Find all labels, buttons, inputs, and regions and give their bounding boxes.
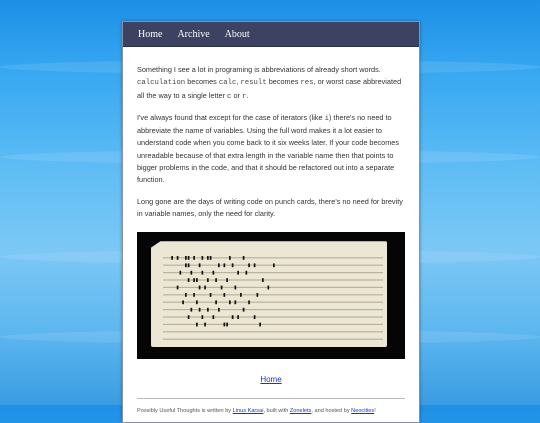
text: ,	[236, 77, 241, 87]
punched-hole	[226, 278, 228, 282]
punched-hole	[202, 315, 204, 319]
inline-code: calc	[218, 79, 237, 88]
punched-hole	[229, 301, 231, 305]
punched-hole	[237, 315, 239, 319]
punched-hole	[243, 256, 245, 260]
nav-home-link[interactable]: Home	[138, 28, 163, 40]
punched-hole	[254, 264, 256, 268]
paragraph-1	[137, 64, 405, 103]
home-link-container	[137, 374, 405, 386]
punched-hole	[262, 278, 264, 282]
punched-hole	[177, 256, 179, 260]
punched-hole	[213, 271, 215, 275]
punched-hole	[243, 308, 245, 312]
punched-hole	[213, 315, 215, 319]
punched-hole	[188, 278, 190, 282]
punch-card-image	[137, 232, 405, 359]
punched-hole	[180, 271, 182, 275]
punched-hole	[218, 264, 220, 268]
inline-code: calculation	[137, 79, 186, 88]
punched-hole	[215, 278, 217, 282]
punched-hole	[224, 293, 226, 297]
punched-hole	[210, 293, 212, 297]
punched-hole	[193, 256, 195, 260]
text: ) there's no need to abbreviate the name of variables. Using the full word makes it a lot easier to understand code when you come back to it six weeks later. If your code becomes unreadable because of that extra length in the variable name then that points to bigger problems in the code, and that it should be refactored out into a separate function.	[137, 112, 400, 185]
card-digit-row	[163, 331, 383, 332]
punched-hole	[248, 264, 250, 268]
host-link[interactable]: Neocities	[351, 407, 375, 414]
punched-hole	[196, 323, 198, 327]
post-content	[123, 47, 419, 417]
card-digit-row	[163, 294, 383, 295]
footer-text: , and hosted by	[311, 407, 352, 414]
inline-code: res	[300, 79, 314, 88]
footer-text: !	[374, 407, 376, 414]
punched-hole	[273, 264, 275, 268]
punched-hole	[237, 271, 239, 275]
punched-hole	[207, 308, 209, 312]
punched-hole	[210, 256, 212, 260]
punched-hole	[232, 264, 234, 268]
punched-hole	[204, 286, 206, 290]
card-digit-row	[163, 339, 383, 340]
punched-hole	[191, 271, 193, 275]
punched-hole	[177, 286, 179, 290]
punched-hole	[196, 278, 198, 282]
text: Something I see a lot in programing is abbreviations of already short words.	[137, 65, 381, 74]
author-link[interactable]: Linus Karsai	[232, 407, 264, 414]
card-digit-row	[163, 287, 383, 288]
punched-hole	[259, 323, 261, 327]
punched-hole	[235, 286, 237, 290]
top-navigation	[123, 22, 419, 47]
punched-hole	[193, 293, 195, 297]
punched-hole	[235, 301, 237, 305]
inline-code: c	[227, 92, 232, 101]
punched-hole	[202, 271, 204, 275]
punched-hole	[207, 256, 209, 260]
punched-hole	[221, 286, 223, 290]
home-link[interactable]: Home	[260, 375, 282, 385]
punched-hole	[254, 315, 256, 319]
text: I've always found that except for the case of iterators (like	[137, 112, 325, 122]
punched-hole	[193, 278, 195, 282]
inline-code: result	[240, 79, 267, 88]
builder-link[interactable]: Zonelets	[289, 407, 312, 414]
punched-hole	[204, 323, 206, 327]
punched-hole	[188, 256, 190, 260]
punched-hole	[191, 308, 193, 312]
punched-hole	[226, 323, 228, 327]
inline-code: i	[324, 114, 329, 123]
punch-card-holes	[151, 241, 387, 347]
punched-hole	[188, 264, 190, 268]
punched-hole	[229, 256, 231, 260]
text: becomes	[266, 77, 301, 87]
punched-hole	[232, 315, 234, 319]
punched-hole	[257, 293, 259, 297]
punched-hole	[185, 256, 187, 260]
card-digit-row	[163, 317, 383, 318]
punched-hole	[248, 301, 250, 305]
paragraph-3: Long gone are the days of writing code on punch cards, there's no need for brevity in variable names, only the need for clarity.	[137, 196, 403, 218]
punched-hole	[171, 256, 173, 260]
punched-hole	[182, 301, 184, 305]
footer-text: , built with	[263, 407, 290, 414]
punched-hole	[240, 293, 242, 297]
punched-hole	[215, 301, 217, 305]
text: , or worst case abbreviated all the way to a single letter	[137, 77, 402, 100]
punch-card	[151, 241, 387, 347]
nav-archive-link[interactable]: Archive	[177, 28, 210, 40]
text: becomes	[185, 77, 219, 87]
punched-hole	[207, 278, 209, 282]
punched-hole	[199, 286, 201, 290]
nav-about-link[interactable]: About	[224, 28, 250, 40]
inline-code: r	[241, 92, 247, 101]
card-digit-row	[163, 257, 383, 258]
card-digit-row	[163, 309, 383, 310]
punched-hole	[199, 308, 201, 312]
punched-hole	[224, 323, 226, 327]
blog-post-page	[122, 21, 420, 423]
punched-hole	[199, 264, 201, 268]
footer-text: Possibly Useful Thoughts is written by	[137, 407, 233, 414]
text: or	[231, 90, 242, 100]
punched-hole	[218, 308, 220, 312]
text: .	[246, 90, 249, 100]
footer	[137, 398, 405, 417]
punched-hole	[246, 271, 248, 275]
punched-hole	[202, 256, 204, 260]
punched-hole	[268, 286, 270, 290]
punched-hole	[224, 264, 226, 268]
paragraph-2	[137, 112, 405, 187]
punched-hole	[196, 301, 198, 305]
card-digit-row	[163, 272, 383, 273]
punched-hole	[188, 315, 190, 319]
punched-hole	[185, 264, 187, 268]
punched-hole	[185, 293, 187, 297]
